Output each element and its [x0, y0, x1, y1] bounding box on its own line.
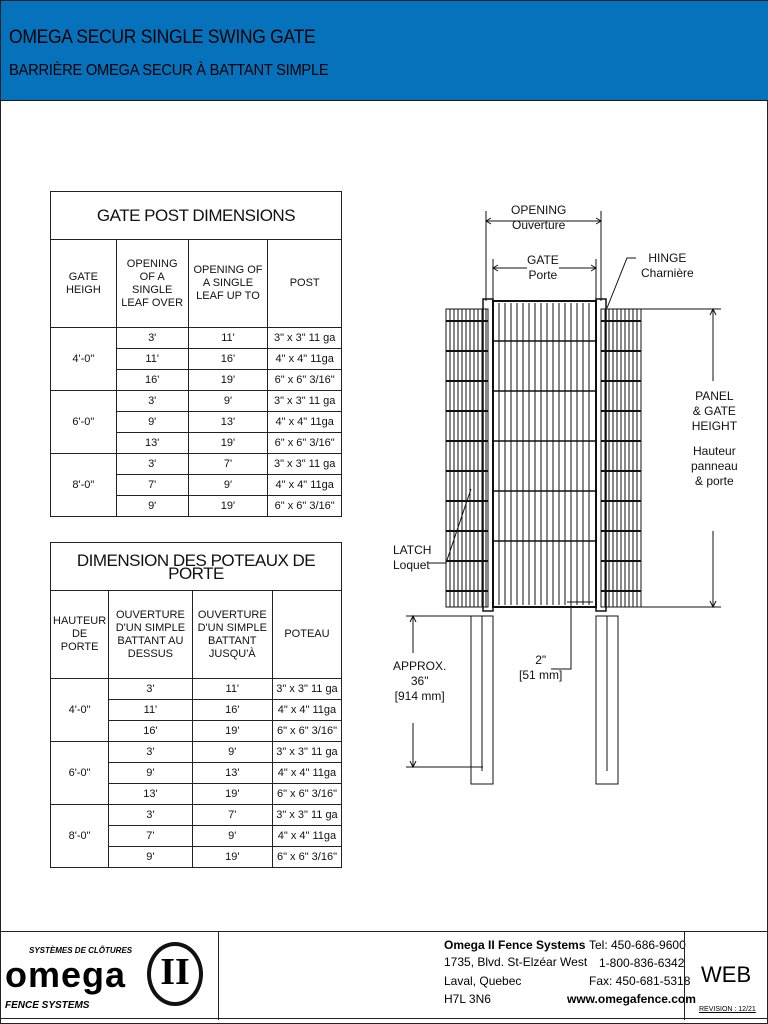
opening-up-to-cell: 9'	[188, 391, 268, 412]
table-title: DIMENSION DES POTEAUX DE PORTE	[51, 543, 342, 591]
post-size-cell: 6" x 6" 3/16"	[268, 370, 342, 391]
address-line-1: 1735, Blvd. St-Elzéar West	[444, 955, 588, 969]
column-header: OPENING OF A SINGLE LEAF OVER	[116, 240, 188, 328]
opening-over-cell: 3'	[109, 805, 192, 826]
post-size-cell: 3" x 3" 11 ga	[268, 328, 342, 349]
table-row	[51, 391, 342, 412]
column-header: OUVERTURE D'UN SIMPLE BATTANT JUSQU'À	[192, 591, 272, 679]
web-label: WEB	[701, 962, 752, 987]
column-header: GATE HEIGH	[51, 240, 117, 328]
opening-up-to-cell: 7'	[188, 454, 268, 475]
table-body	[51, 328, 342, 517]
opening-up-to-cell: 19'	[192, 784, 272, 805]
opening-over-cell: 13'	[109, 784, 192, 805]
opening-over-cell: 9'	[109, 847, 192, 868]
column-header: POST	[268, 240, 342, 328]
table-row	[51, 805, 342, 826]
address-line-2: Laval, Quebec	[444, 974, 522, 988]
revision: REVISION : 12/21	[699, 1006, 756, 1013]
gap-label: 2" [51 mm]	[519, 653, 563, 682]
address-line-3: H7L 3N6	[444, 992, 491, 1006]
opening-up-to-cell: 9'	[192, 742, 272, 763]
post-size-cell: 3" x 3" 11 ga	[268, 454, 342, 475]
fax: Fax: 450-681-5318	[589, 974, 691, 988]
opening-up-to-cell: 9'	[192, 826, 272, 847]
post-size-cell: 6" x 6" 3/16"	[268, 433, 342, 454]
post-size-cell: 4" x 4" 11ga	[268, 349, 342, 370]
opening-over-cell: 9'	[109, 763, 192, 784]
post-size-cell: 6" x 6" 3/16"	[272, 847, 341, 868]
post-size-cell: 4" x 4" 11ga	[272, 700, 341, 721]
opening-up-to-cell: 7'	[192, 805, 272, 826]
post-size-cell: 4" x 4" 11ga	[272, 763, 341, 784]
title-bar	[1, 1, 768, 101]
gate-height-cell: 8'-0"	[51, 454, 117, 517]
post-size-cell: 3" x 3" 11 ga	[268, 391, 342, 412]
hinge-label: HINGE Charnière	[641, 251, 694, 280]
fence-bars	[446, 303, 641, 607]
gate-height-cell: 8'-0"	[51, 805, 109, 868]
opening-up-to-cell: 19'	[192, 721, 272, 742]
opening-over-cell: 11'	[109, 700, 192, 721]
post-size-cell: 4" x 4" 11ga	[268, 475, 342, 496]
web-box	[684, 932, 768, 1020]
opening-over-cell: 3'	[109, 679, 192, 700]
website-link[interactable]: www.omegafence.com	[567, 992, 696, 1006]
gate-post-dimensions-table	[50, 191, 342, 517]
panel-height-label: PANEL & GATE HEIGHT Hauteur panneau & porte	[691, 389, 738, 488]
title-english: OMEGA SECUR SINGLE SWING GATE	[9, 27, 316, 48]
column-header: OUVERTURE D'UN SIMPLE BATTANT AU DESSUS	[109, 591, 192, 679]
opening-over-cell: 9'	[116, 496, 188, 517]
column-header: HAUTEUR DE PORTE	[51, 591, 109, 679]
table-body	[51, 679, 342, 868]
table-row	[51, 679, 342, 700]
opening-over-cell: 11'	[116, 349, 188, 370]
post-size-cell: 6" x 6" 3/16"	[272, 721, 341, 742]
title-french: BARRIÈRE OMEGA SECUR À BATTANT SIMPLE	[9, 62, 329, 79]
opening-up-to-cell: 13'	[192, 763, 272, 784]
telephone: Tel: 450-686-9600	[589, 938, 686, 952]
opening-over-cell: 7'	[116, 475, 188, 496]
table-row	[51, 742, 342, 763]
opening-up-to-cell: 9'	[188, 475, 268, 496]
gate-height-cell: 6'-0"	[51, 742, 109, 805]
opening-over-cell: 7'	[109, 826, 192, 847]
opening-label: OPENING Ouverture	[511, 203, 567, 232]
opening-up-to-cell: 19'	[188, 496, 268, 517]
opening-up-to-cell: 16'	[192, 700, 272, 721]
opening-over-cell: 3'	[116, 328, 188, 349]
dimension-des-poteaux-table	[50, 542, 342, 868]
table-row	[51, 454, 342, 475]
omega-logo: SYSTÈMES DE CLÔTURES omega II FENCE SYSTEMS	[1, 932, 219, 1020]
opening-up-to-cell: 13'	[188, 412, 268, 433]
post-size-cell: 3" x 3" 11 ga	[272, 679, 341, 700]
gate-height-cell: 4'-0"	[51, 679, 109, 742]
opening-over-cell: 16'	[116, 370, 188, 391]
opening-over-cell: 9'	[116, 412, 188, 433]
gate-height-cell: 6'-0"	[51, 391, 117, 454]
company-name: Omega II Fence Systems	[444, 938, 586, 952]
post-size-cell: 4" x 4" 11ga	[268, 412, 342, 433]
table-title: GATE POST DIMENSIONS	[51, 192, 342, 240]
latch-label: LATCH Loquet	[393, 543, 432, 572]
table-row	[51, 328, 342, 349]
post-size-cell: 6" x 6" 3/16"	[268, 496, 342, 517]
opening-over-cell: 3'	[109, 742, 192, 763]
gate-elevation-drawing	[381, 191, 768, 791]
opening-up-to-cell: 19'	[188, 370, 268, 391]
column-header: POTEAU	[272, 591, 341, 679]
title-block	[1, 931, 768, 1019]
column-header: OPENING OF A SINGLE LEAF UP TO	[188, 240, 268, 328]
post-size-cell: 3" x 3" 11 ga	[272, 805, 341, 826]
approx-depth-label: APPROX. 36" [914 mm]	[393, 659, 447, 703]
opening-over-cell: 16'	[109, 721, 192, 742]
opening-up-to-cell: 11'	[192, 679, 272, 700]
opening-up-to-cell: 11'	[188, 328, 268, 349]
toll-free: 1-800-836-6342	[599, 956, 685, 970]
gate-label: GATE Porte	[527, 253, 559, 282]
opening-over-cell: 3'	[116, 454, 188, 475]
post-size-cell: 3" x 3" 11 ga	[272, 742, 341, 763]
opening-up-to-cell: 19'	[192, 847, 272, 868]
post-size-cell: 4" x 4" 11ga	[272, 826, 341, 847]
logo-circle: II	[147, 942, 203, 1006]
opening-up-to-cell: 19'	[188, 433, 268, 454]
opening-up-to-cell: 16'	[188, 349, 268, 370]
opening-over-cell: 3'	[116, 391, 188, 412]
gate-height-cell: 4'-0"	[51, 328, 117, 391]
opening-over-cell: 13'	[116, 433, 188, 454]
post-size-cell: 6" x 6" 3/16"	[272, 784, 341, 805]
